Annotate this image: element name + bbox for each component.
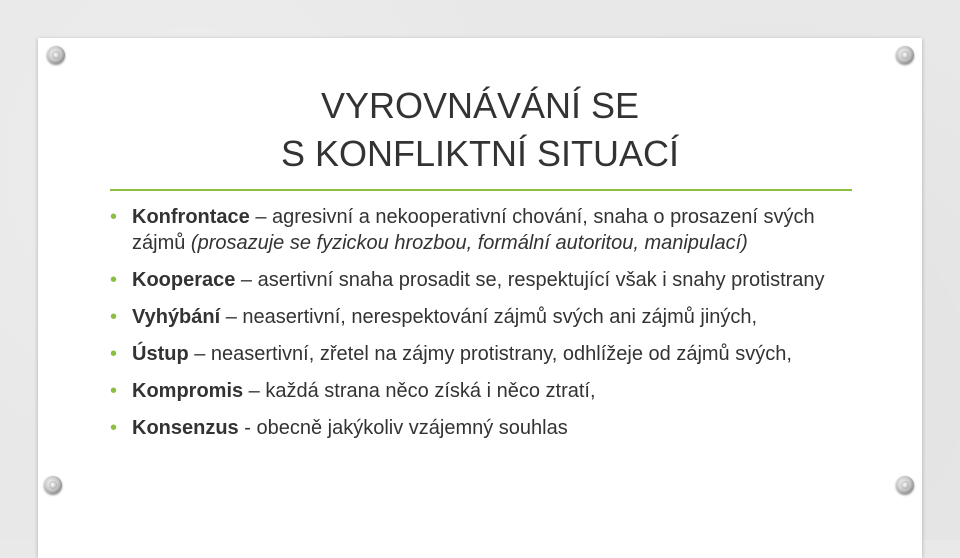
slide-title xyxy=(90,82,870,178)
bullet-term: Kompromis xyxy=(132,380,244,402)
bullet-item-kooperace xyxy=(110,267,850,293)
bullet-text: – každá strana něco získá i něco ztratí, xyxy=(243,380,596,402)
bullet-term: Vyhýbání xyxy=(132,306,221,328)
pin-icon-top-left xyxy=(47,46,65,64)
title-divider xyxy=(110,189,852,191)
bullet-term: Kooperace xyxy=(132,269,236,291)
bullet-item-konfrontace xyxy=(110,204,850,256)
bullet-item-ustup xyxy=(110,341,850,367)
bullet-icon: • xyxy=(110,306,118,328)
bullet-icon: • xyxy=(110,269,118,291)
bullet-item-kompromis xyxy=(110,378,850,404)
pin-icon-bottom-right xyxy=(896,476,914,494)
bullet-item-konsenzus xyxy=(110,415,850,441)
title-line-1: VYROVNÁVÁNÍ SE xyxy=(320,85,640,126)
bullet-note: (prosazuje se fyzickou hrozbou, formální autoritou, manipulací) xyxy=(190,232,748,254)
pin-icon-bottom-left xyxy=(44,476,62,494)
bullet-term: Konfrontace xyxy=(132,206,250,228)
bullet-item-vyhybani xyxy=(110,304,850,330)
title-line-2: S KONFLIKTNÍ SITUACÍ xyxy=(280,133,680,174)
bullet-term: Ústup xyxy=(132,343,189,365)
bullet-text: – asertivní snaha prosadit se, respektující však i snahy protistrany xyxy=(235,269,825,291)
bullet-text: – neasertivní, zřetel na zájmy protistrany, odhlížeje od zájmů svých, xyxy=(188,343,792,365)
bullet-icon: • xyxy=(110,206,118,228)
bullet-term: Konsenzus xyxy=(132,417,239,439)
bullet-text: – neasertivní, nerespektování zájmů svých ani zájmů jiných, xyxy=(220,306,758,328)
bullet-icon: • xyxy=(110,380,118,402)
pin-icon-top-right xyxy=(896,46,914,64)
bullet-icon: • xyxy=(110,417,118,439)
bullet-icon: • xyxy=(110,343,118,365)
bullet-text: - obecně jakýkoliv vzájemný souhlas xyxy=(238,417,568,439)
bullet-text: – agresivní a nekooperativní chování, snaha o prosazení svých zájmů xyxy=(132,206,815,254)
bullet-list xyxy=(110,204,850,452)
